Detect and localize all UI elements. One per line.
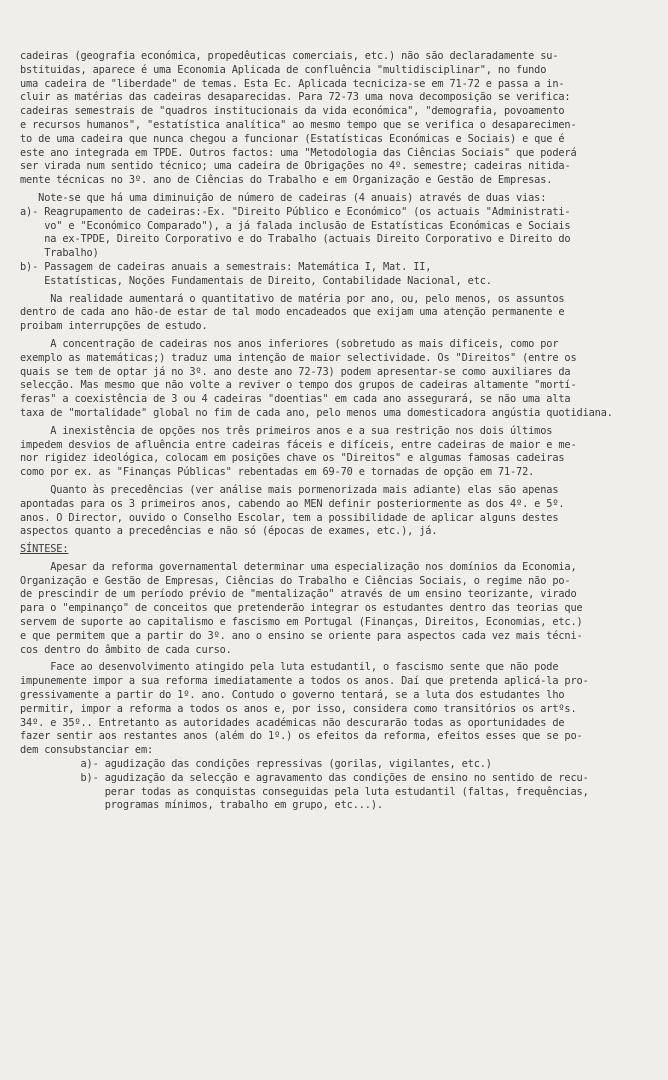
text-line: feras" a coexistência de 3 ou 4 cadeiras "doentias" em cada ano assegurará, se não uma alta	[20, 393, 571, 406]
body-before-heading	[20, 50, 656, 543]
text-line: b)- agudização da selecção e agravamento das condições de ensino no sentido de recu-	[20, 771, 589, 784]
text-line: fazer sentir aos restantes anos (além do 1º.) os efeitos da reforma, efeitos esses que se po-	[20, 730, 583, 743]
text-line: e que permitem que a partir do 3º. ano o ensino se oriente para aspectos cada vez mais técni-	[20, 629, 583, 642]
text-line: to de uma cadeira que nunca chegou a funcionar (Estatísticas Económicas e Sociais) e que é	[20, 132, 565, 145]
text-line: A inexistência de opções nos três primeiros anos e a sua restrição nos dois últimos	[20, 424, 553, 437]
text-line: Quanto às precedências (ver análise mais pormenorizada mais adiante) elas são apenas	[20, 483, 559, 496]
text-line: Apesar da reforma governamental determinar uma especialização nos domínios da Economia,	[20, 560, 577, 573]
text-line: este ano integrada em TPDE. Outros factos: uma "Metodologia das Ciências Sociais" que poderá	[20, 146, 577, 159]
paragraph-p1	[20, 50, 656, 188]
paragraph-gap	[20, 813, 656, 817]
text-line: cos dentro do âmbito de cada curso.	[20, 643, 232, 656]
text-line: Face ao desenvolvimento atingido pela luta estudantil, o fascismo sente que não pode	[20, 661, 559, 674]
text-line: ser virada num sentido técnico; uma cadeira de Obrigações no 4º. semestre; cadeiras nitida-	[20, 160, 571, 173]
text-line: impunemente impor a sua reforma imediatamente a todos os anos. Daí que pretenda aplicá-la pro-	[20, 675, 589, 688]
text-line: para o "empinanço" de conceitos que pretenderão integrar os estudantes dentro das teorias que	[20, 602, 583, 615]
text-line: impedem desvios de afluência entre cadeiras fáceis e difíceis, entre cadeiras de maior e me-	[20, 438, 577, 451]
text-line: uma cadeira de "liberdade" de temas. Esta Ec. Aplicada tecniciza-se em 71-72 e passa a in-	[20, 77, 565, 90]
text-line: Note-se que há uma diminuição de número de cadeiras (4 anuais) através de duas vias:	[20, 191, 547, 204]
text-line: bstituidas, aparece é uma Economia Aplicada de confluência "multidisciplinar", no fundo	[20, 63, 547, 76]
text-line: Trabalho)	[20, 247, 99, 260]
text-line: servem de suporte ao capitalismo e fascismo em Portugal (Finanças, Direitos, Economias, etc.)	[20, 616, 583, 629]
text-line: perar todas as conquistas conseguidas pela luta estudantil (faltas, frequências,	[20, 785, 589, 798]
text-line: 34º. e 35º.. Entretanto as autoridades académicas não descurarão todas as oportunidades de	[20, 716, 565, 729]
text-line: selecção. Mas mesmo que não volte a reviver o tempo dos grupos de cadeiras altamente "mortí-	[20, 379, 577, 392]
paragraph-p4	[20, 338, 656, 421]
text-line: taxa de "mortalidade" global no fim de cada ano, pelo menos uma domesticadora angústia quotidiana.	[20, 406, 613, 419]
body-after-heading	[20, 561, 656, 817]
paragraph-p5	[20, 425, 656, 480]
text-line: cadeiras semestrais de "quadros institucionais da vida económica", "demografia, povoamento	[20, 105, 565, 118]
text-line: de prescindir de um período prévio de "mentalização" através de um ensino teorizante, virado	[20, 588, 577, 601]
text-line: Organização e Gestão de Empresas, Ciências do Trabalho e Ciências Sociais, o regime não po-	[20, 574, 571, 587]
text-line: cadeiras (geografia económica, propedêuticas comerciais, etc.) não são declaradamente su-	[20, 50, 559, 62]
text-line: dem consubstanciar em:	[20, 744, 154, 757]
text-line: A concentração de cadeiras nos anos inferiores (sobretudo as mais dificeis, como por	[20, 337, 559, 350]
text-line: anos. O Director, ouvido o Conselho Escolar, tem a possibilidade de aplicar alguns destes	[20, 511, 559, 524]
text-line: a)- agudização das condições repressivas (gorilas, vigilantes, etc.)	[20, 758, 492, 771]
text-line: aspectos quanto a precedências e não só (épocas de exames, etc.), já.	[20, 525, 438, 538]
text-line: como por ex. as "Finanças Públicas" rebentadas em 69-70 e tornadas de opção em 71-72.	[20, 466, 535, 479]
text-line: b)- Passagem de cadeiras anuais a semestrais: Matemática I, Mat. II,	[20, 260, 432, 273]
text-line: Na realidade aumentará o quantitativo de matéria por ano, ou, pelo menos, os assuntos	[20, 292, 565, 305]
text-line: exemplo as matemáticas;) traduz uma intenção de maior selectividade. Os "Direitos" (entre os	[20, 351, 577, 364]
text-line: cluir as matérias das cadeiras desaparecidas. Para 72-73 uma nova decomposição se verifica:	[20, 91, 571, 104]
text-line: e recursos humanos", "estatística analítica" ao mesmo tempo que se verifica o desaparecimen-	[20, 118, 577, 131]
paragraph-p8	[20, 661, 656, 813]
paragraph-p6	[20, 484, 656, 539]
text-line: vo" e "Económico Comparado"), a já falada inclusão de Estatísticas Económicas e Sociais	[20, 219, 571, 232]
text-line: na ex-TPDE, Direito Corporativo e do Trabalho (actuais Direito Corporativo e Direito do	[20, 233, 571, 246]
paragraph-p7	[20, 561, 656, 658]
text-line: quais se tem de optar já no 3º. ano deste ano 72-73) podem apresentar-se como auxiliares da	[20, 365, 571, 378]
paragraph-p2	[20, 192, 656, 289]
text-line: programas mínimos, trabalho em grupo, etc...).	[20, 799, 383, 812]
text-line: Estatísticas, Noções Fundamentais de Direito, Contabilidade Nacional, etc.	[20, 274, 492, 287]
text-line: permitir, impor a reforma a todos os anos e, por isso, considera como transitórios os artºs.	[20, 702, 577, 715]
text-line: apontadas para os 3 primeiros anos, cabendo ao MEN definir posteriormente as dos 4º. e 5º.	[20, 497, 565, 510]
text-line: nor rigidez ideológica, colocam em posições chave os "Direitos" e algumas famosas cadeiras	[20, 452, 565, 465]
document-body	[20, 50, 656, 817]
text-line: mente técnicas no 3º. ano de Ciências do Trabalho e em Organização e Gestão de Empresas.	[20, 174, 553, 187]
synthesis-heading: SÍNTESE:	[20, 543, 69, 556]
text-line: dentro de cada ano hão-de estar de tal modo encadeados que exijam uma atenção permanente e	[20, 306, 565, 319]
paragraph-p3	[20, 293, 656, 334]
text-line: gressivamente a partir do 1º. ano. Contudo o governo tentará, se a luta dos estudantes lho	[20, 689, 565, 702]
text-line: a)- Reagrupamento de cadeiras:-Ex. "Direito Público e Económico" (os actuais "Administrati-	[20, 205, 571, 218]
text-line: proibam interrupções de estudo.	[20, 320, 208, 333]
